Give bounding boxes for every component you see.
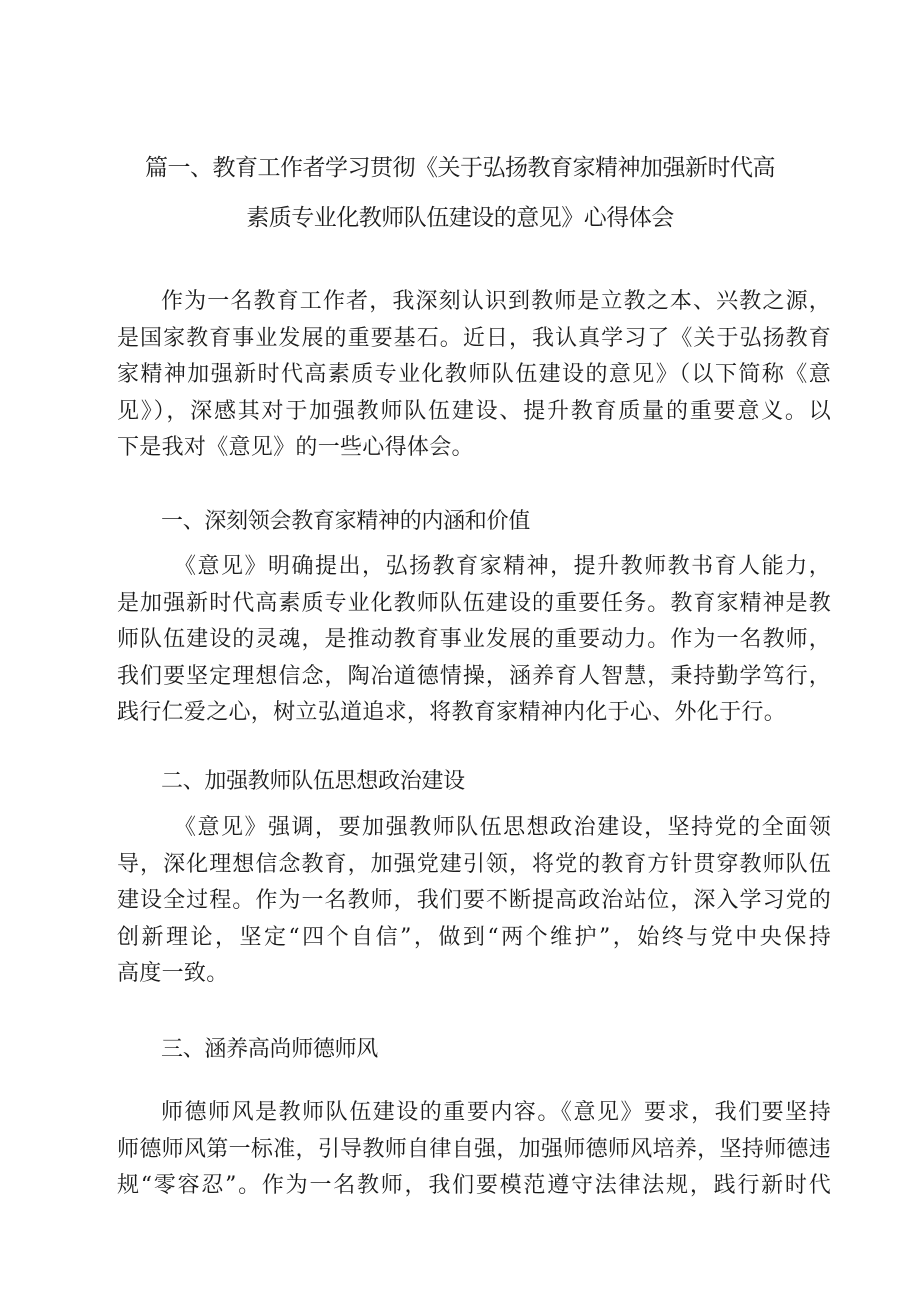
section-3-heading: 三、涵养高尚师德师风 <box>161 1037 379 1062</box>
section-1-line: 师队伍建设的灵魂，是推动教育事业发展的重要动力。作为一名教师， <box>117 627 831 652</box>
section-1-line: 《意见》明确提出，弘扬教育家精神，提升教师教书育人能力， <box>174 554 831 579</box>
section-3-paragraph <box>117 1095 831 1205</box>
section-2-line: 导，深化理想信念教育，加强党建引领，将党的教育方针贯穿教师队伍 <box>117 851 831 877</box>
section-1-line: 是加强新时代高素质专业化教师队伍建设的重要任务。教育家精神是教 <box>117 590 831 616</box>
section-2-line: 高度一致。 <box>117 961 229 986</box>
intro-line: 作为一名教育工作者，我深刻认识到教师是立教之本、兴教之源， <box>161 289 831 314</box>
section-3-line: 师德师风是教师队伍建设的重要内容。《意见》要求，我们要坚持 <box>161 1100 831 1125</box>
section-1-paragraph <box>117 549 831 732</box>
intro-line: 下是我对《意见》的一些心得体会。 <box>117 435 474 460</box>
section-1-line: 践行仁爱之心，树立弘道追求，将教育家精神内化于心、外化于行。 <box>117 700 787 725</box>
intro-line: 家精神加强新时代高素质专业化教师队伍建设的意见》（以下简称《意 <box>117 362 831 387</box>
section-3-line: 规“零容忍”。作为一名教师，我们要模范遵守法律法规，践行新时代 <box>117 1173 831 1198</box>
section-2-line: 《意见》强调，要加强教师队伍思想政治建设，坚持党的全面领 <box>174 815 831 840</box>
section-2-paragraph <box>117 810 831 993</box>
intro-paragraph <box>117 284 831 467</box>
intro-line: 是国家教育事业发展的重要基石。近日，我认真学习了《关于弘扬教育 <box>117 325 831 351</box>
intro-line: 见》），深感其对于加强教师队伍建设、提升教育质量的重要意义。以 <box>117 398 831 424</box>
section-2-line: 建设全过程。作为一名教师，我们要不断提高政治站位，深入学习党的 <box>117 888 831 913</box>
section-2-heading: 二、加强教师队伍思想政治建设 <box>161 769 465 794</box>
section-1-heading: 一、深刻领会教育家精神的内涵和价值 <box>161 509 530 534</box>
section-1-line: 我们要坚定理想信念，陶冶道德情操，涵养育人智慧，秉持勤学笃行， <box>117 663 831 689</box>
document-title-line-1: 篇一、教育工作者学习贯彻《关于弘扬教育家精神加强新时代高 <box>145 155 775 181</box>
section-3-line: 师德师风第一标准，引导教师自律自强，加强师德师风培养，坚持师德违 <box>117 1136 831 1162</box>
section-2-line: 创新理论，坚定“四个自信”，做到“两个维护”，始终与党中央保持 <box>117 924 831 950</box>
document-title-line-2: 素质专业化教师队伍建设的意见》心得体会 <box>246 205 674 231</box>
